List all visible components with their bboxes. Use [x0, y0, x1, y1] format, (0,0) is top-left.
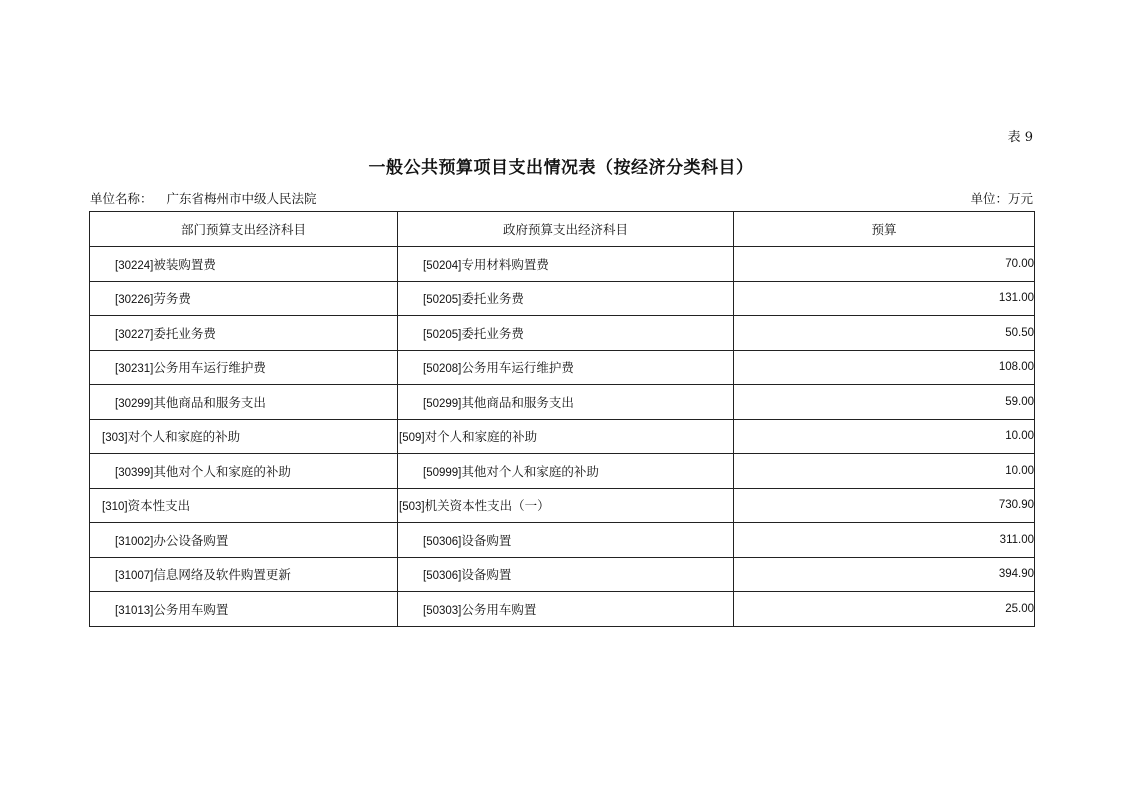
- dept-code: [30226]: [115, 294, 154, 307]
- dept-code: [30399]: [115, 466, 154, 479]
- dept-name: 办公设备购置: [153, 532, 229, 548]
- table-row: [90, 523, 1035, 558]
- gov-item-cell: [398, 247, 734, 282]
- dept-item-cell: [90, 247, 398, 282]
- table-row: [90, 316, 1035, 351]
- budget-amount-cell: 730.90: [734, 488, 1035, 523]
- gov-code: [50303]: [423, 604, 462, 617]
- budget-amount-cell: 131.00: [734, 281, 1035, 316]
- dept-item-cell: [90, 385, 398, 420]
- budget-amount-cell: 10.00: [734, 419, 1035, 454]
- gov-item-cell: [398, 488, 734, 523]
- dept-name: 公务用车运行维护费: [153, 360, 266, 376]
- gov-item-cell: [398, 316, 734, 351]
- dept-code: [30231]: [115, 363, 154, 376]
- dept-code: [30227]: [115, 328, 154, 341]
- gov-item-cell: [398, 385, 734, 420]
- gov-code: [50208]: [423, 363, 462, 376]
- dept-item-cell: [90, 316, 398, 351]
- dept-code: [310]: [102, 501, 128, 514]
- table-header-row: [90, 212, 1035, 247]
- budget-amount-cell: 311.00: [734, 523, 1035, 558]
- table-row: [90, 592, 1035, 627]
- table-row: [90, 385, 1035, 420]
- dept-item-cell: [90, 557, 398, 592]
- gov-code: [50299]: [423, 397, 462, 410]
- gov-name: 设备购置: [461, 532, 512, 548]
- unit-name-value: 广东省梅州市中级人民法院: [166, 191, 317, 206]
- gov-item-cell: [398, 523, 734, 558]
- budget-amount-cell: 25.00: [734, 592, 1035, 627]
- gov-code: [50204]: [423, 259, 462, 272]
- unit-name-label: 单位名称：: [90, 191, 153, 206]
- table-row-category: [90, 419, 1035, 454]
- dept-name: 其他对个人和家庭的补助: [153, 463, 291, 479]
- gov-code: [50306]: [423, 570, 462, 583]
- budget-amount-cell: 394.90: [734, 557, 1035, 592]
- dept-name: 资本性支出: [127, 498, 191, 514]
- table-row: [90, 454, 1035, 489]
- dept-code: [30224]: [115, 259, 154, 272]
- budget-table: [89, 211, 1035, 627]
- dept-item-cell: [90, 523, 398, 558]
- gov-item-cell: [398, 557, 734, 592]
- page-title: 一般公共预算项目支出情况表（按经济分类科目）: [368, 158, 754, 178]
- gov-name: 对个人和家庭的补助: [424, 429, 538, 445]
- dept-code: [31002]: [115, 535, 154, 548]
- table-row: [90, 557, 1035, 592]
- dept-code: [303]: [102, 432, 128, 445]
- gov-code: [50205]: [423, 294, 462, 307]
- gov-item-cell: [398, 592, 734, 627]
- dept-item-cell: [90, 488, 398, 523]
- column-header-dept-item: 部门预算支出经济科目: [90, 212, 398, 247]
- budget-amount-cell: 59.00: [734, 385, 1035, 420]
- gov-name: 设备购置: [461, 567, 512, 583]
- dept-name: 其他商品和服务支出: [153, 394, 266, 410]
- dept-name: 委托业务费: [153, 325, 216, 341]
- dept-code: [30299]: [115, 397, 154, 410]
- gov-name: 委托业务费: [461, 325, 524, 341]
- budget-amount-cell: 108.00: [734, 350, 1035, 385]
- column-header-gov-item: 政府预算支出经济科目: [398, 212, 734, 247]
- gov-item-cell: [398, 350, 734, 385]
- dept-item-cell: [90, 592, 398, 627]
- dept-name: 对个人和家庭的补助: [127, 429, 241, 445]
- dept-code: [31013]: [115, 604, 154, 617]
- budget-amount-cell: 10.00: [734, 454, 1035, 489]
- dept-name: 劳务费: [153, 291, 191, 307]
- column-header-budget: 预算: [734, 212, 1035, 247]
- dept-code: [31007]: [115, 570, 154, 583]
- dept-name: 公务用车购置: [153, 601, 229, 617]
- budget-amount-cell: 50.50: [734, 316, 1035, 351]
- dept-name: 被装购置费: [153, 256, 216, 272]
- gov-name: 专用材料购置费: [461, 256, 549, 272]
- gov-name: 机关资本性支出（一）: [424, 498, 550, 514]
- gov-item-cell: [398, 419, 734, 454]
- unit-name-group: [90, 189, 317, 207]
- gov-name: 其他对个人和家庭的补助: [461, 463, 599, 479]
- table-row-category: [90, 488, 1035, 523]
- gov-code: [503]: [399, 501, 425, 514]
- budget-amount-cell: 70.00: [734, 247, 1035, 282]
- dept-item-cell: [90, 281, 398, 316]
- table-row: [90, 281, 1035, 316]
- gov-code: [509]: [399, 432, 425, 445]
- gov-name: 公务用车运行维护费: [461, 360, 574, 376]
- gov-item-cell: [398, 454, 734, 489]
- gov-name: 委托业务费: [461, 291, 524, 307]
- dept-item-cell: [90, 419, 398, 454]
- gov-code: [50205]: [423, 328, 462, 341]
- dept-item-cell: [90, 454, 398, 489]
- gov-code: [50999]: [423, 466, 462, 479]
- currency-unit: 单位：万元: [970, 191, 1033, 206]
- dept-item-cell: [90, 350, 398, 385]
- gov-name: 公务用车购置: [461, 601, 537, 617]
- table-row: [90, 350, 1035, 385]
- table-row: [90, 247, 1035, 282]
- gov-code: [50306]: [423, 535, 462, 548]
- gov-name: 其他商品和服务支出: [461, 394, 574, 410]
- table-number: 表 9: [1007, 130, 1033, 145]
- dept-name: 信息网络及软件购置更新: [153, 567, 291, 583]
- gov-item-cell: [398, 281, 734, 316]
